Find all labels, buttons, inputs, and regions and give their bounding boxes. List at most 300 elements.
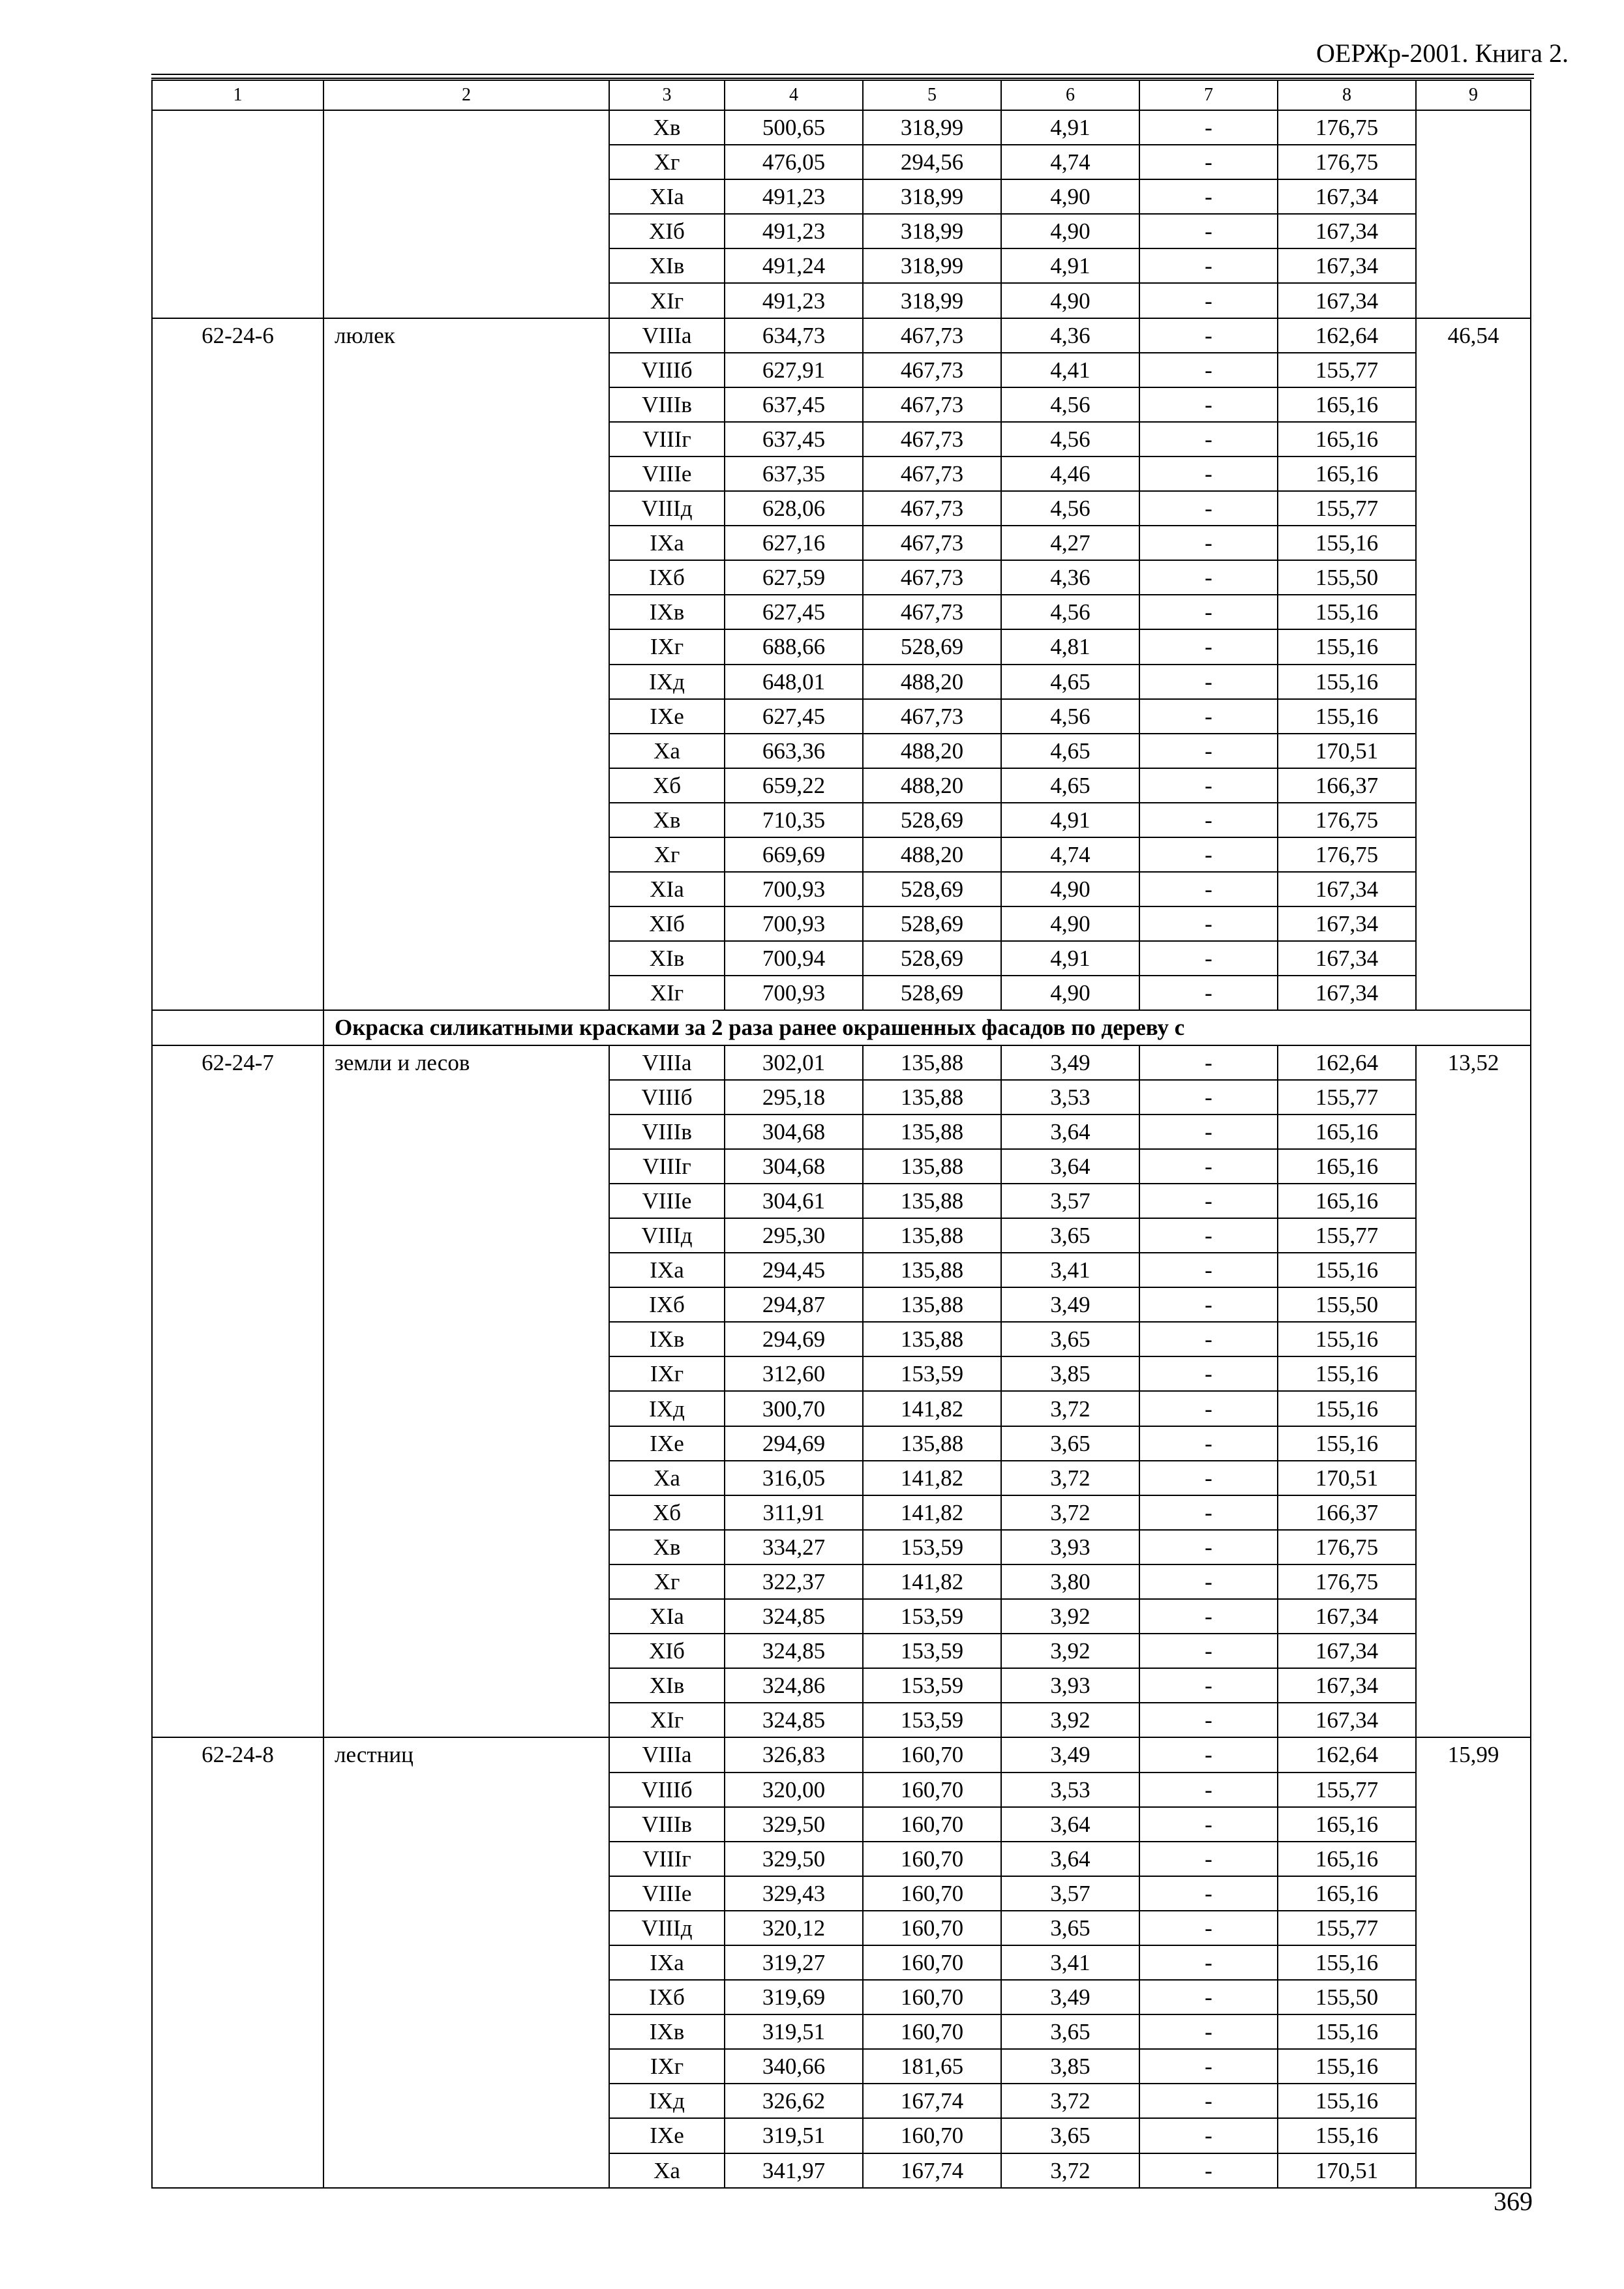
work-name: люлек [323, 318, 609, 1011]
value-cell: 528,69 [863, 629, 1001, 664]
section-title: Окраска силикатными красками за 2 раза ранее окрашенных фасадов по дереву с [323, 1010, 1531, 1045]
value-cell: 669,69 [725, 837, 863, 872]
value-cell: - [1139, 2153, 1278, 2188]
value-cell: 4,74 [1001, 837, 1139, 872]
value-cell: - [1139, 1634, 1278, 1668]
region-cell: IXб [609, 1287, 725, 1322]
value-cell: 160,70 [863, 1737, 1001, 1772]
value-cell: 3,64 [1001, 1115, 1139, 1149]
value-cell: 155,50 [1278, 1287, 1416, 1322]
column-number: 2 [323, 80, 609, 110]
value-cell: - [1139, 1911, 1278, 1945]
value-cell: - [1139, 214, 1278, 248]
name-cell [323, 110, 609, 318]
value-cell: - [1139, 1980, 1278, 2014]
value-cell: 3,64 [1001, 1149, 1139, 1184]
region-cell: IXг [609, 629, 725, 664]
value-cell: 4,36 [1001, 318, 1139, 353]
column-number: 1 [152, 80, 323, 110]
value-cell: 155,77 [1278, 1911, 1416, 1945]
region-cell: Хв [609, 803, 725, 837]
value-cell: 160,70 [863, 1842, 1001, 1876]
code-cell [152, 110, 323, 318]
column-number: 8 [1278, 80, 1416, 110]
value-cell: 710,35 [725, 803, 863, 837]
value-cell: 4,91 [1001, 248, 1139, 283]
value-cell: 295,18 [725, 1080, 863, 1115]
value-cell: 181,65 [863, 2049, 1001, 2084]
region-cell: VIIIв [609, 387, 725, 422]
value-cell: 4,91 [1001, 941, 1139, 976]
table-row [152, 1045, 1531, 1080]
value-cell: 334,27 [725, 1530, 863, 1564]
region-cell: XIв [609, 941, 725, 976]
value-cell: - [1139, 1356, 1278, 1391]
rate-code: 62-24-7 [152, 1045, 323, 1738]
value-cell: - [1139, 906, 1278, 941]
value-cell: 4,90 [1001, 179, 1139, 214]
value-cell: 153,59 [863, 1703, 1001, 1737]
value-cell: 488,20 [863, 734, 1001, 768]
value-cell: 304,68 [725, 1149, 863, 1184]
value-cell: 294,45 [725, 1253, 863, 1287]
value-cell: 3,64 [1001, 1842, 1139, 1876]
value-cell: 467,73 [863, 456, 1001, 491]
value-cell: 141,82 [863, 1461, 1001, 1495]
region-cell: XIв [609, 1668, 725, 1703]
value-cell: 488,20 [863, 837, 1001, 872]
value-cell: 155,16 [1278, 526, 1416, 560]
value-cell: 467,73 [863, 387, 1001, 422]
value-cell: - [1139, 1530, 1278, 1564]
value-cell: - [1139, 422, 1278, 456]
region-cell: IXв [609, 595, 725, 629]
value-cell: 170,51 [1278, 734, 1416, 768]
value-cell: 155,16 [1278, 2084, 1416, 2118]
value-cell: 700,93 [725, 976, 863, 1010]
region-cell: Хг [609, 837, 725, 872]
region-cell: IXг [609, 2049, 725, 2084]
table-row [152, 318, 1531, 353]
value-cell: 153,59 [863, 1356, 1001, 1391]
value-cell: 488,20 [863, 768, 1001, 803]
value-cell: 4,74 [1001, 145, 1139, 179]
value-cell: 3,80 [1001, 1564, 1139, 1599]
value-cell: 176,75 [1278, 1564, 1416, 1599]
value-cell: 4,65 [1001, 734, 1139, 768]
value-cell: 467,73 [863, 422, 1001, 456]
region-cell: VIIIб [609, 1080, 725, 1115]
value-cell: - [1139, 1945, 1278, 1980]
value-cell: - [1139, 1080, 1278, 1115]
value-cell: 135,88 [863, 1080, 1001, 1115]
value-cell: 4,56 [1001, 422, 1139, 456]
value-cell: - [1139, 1773, 1278, 1807]
value-cell: 4,56 [1001, 387, 1139, 422]
value-cell: - [1139, 1668, 1278, 1703]
value-cell: 3,53 [1001, 1773, 1139, 1807]
value-cell: 3,49 [1001, 1045, 1139, 1080]
value-cell: 167,34 [1278, 941, 1416, 976]
value-cell: 3,85 [1001, 2049, 1139, 2084]
value-cell: 155,77 [1278, 1218, 1416, 1253]
region-cell: VIIIб [609, 1773, 725, 1807]
value-cell: 153,59 [863, 1599, 1001, 1634]
value-cell: 3,64 [1001, 1807, 1139, 1842]
value-cell: 329,50 [725, 1842, 863, 1876]
value-cell: 135,88 [863, 1149, 1001, 1184]
value-cell: 700,93 [725, 872, 863, 906]
value-cell: 3,65 [1001, 2118, 1139, 2153]
value-cell: 3,41 [1001, 1945, 1139, 1980]
value-cell: 155,16 [1278, 1356, 1416, 1391]
value-cell: 659,22 [725, 768, 863, 803]
value-cell: - [1139, 595, 1278, 629]
region-cell: XIа [609, 1599, 725, 1634]
value-cell: 322,37 [725, 1564, 863, 1599]
value-cell: 167,34 [1278, 1668, 1416, 1703]
value-cell: 329,50 [725, 1807, 863, 1842]
value-cell: 4,91 [1001, 110, 1139, 145]
value-cell: 4,41 [1001, 353, 1139, 387]
region-cell: Хв [609, 110, 725, 145]
value-cell: 467,73 [863, 318, 1001, 353]
value-cell: 528,69 [863, 906, 1001, 941]
value-cell: 176,75 [1278, 145, 1416, 179]
region-cell: XIг [609, 283, 725, 318]
value-cell: 167,34 [1278, 872, 1416, 906]
value-cell: 528,69 [863, 976, 1001, 1010]
value-cell: 319,27 [725, 1945, 863, 1980]
header-rule [151, 78, 1534, 79]
value-cell: 491,23 [725, 179, 863, 214]
value-cell: - [1139, 665, 1278, 699]
value-cell: 304,61 [725, 1184, 863, 1218]
value-cell: 318,99 [863, 179, 1001, 214]
value-cell: 304,68 [725, 1115, 863, 1149]
region-cell: IXе [609, 699, 725, 734]
value-cell: 467,73 [863, 353, 1001, 387]
region-cell: IXд [609, 665, 725, 699]
value-cell: 176,75 [1278, 803, 1416, 837]
value-cell: - [1139, 1842, 1278, 1876]
value-cell: 3,57 [1001, 1876, 1139, 1911]
value-cell: 160,70 [863, 1980, 1001, 2014]
value-cell: 319,69 [725, 1980, 863, 2014]
value-cell: 302,01 [725, 1045, 863, 1080]
value-cell: 153,59 [863, 1634, 1001, 1668]
value-cell: 155,16 [1278, 595, 1416, 629]
value-cell: 4,90 [1001, 283, 1139, 318]
value-cell: 627,45 [725, 699, 863, 734]
value-cell: 4,65 [1001, 665, 1139, 699]
region-cell: IXа [609, 526, 725, 560]
region-cell: Ха [609, 1461, 725, 1495]
value-cell: 318,99 [863, 214, 1001, 248]
value-cell: 165,16 [1278, 422, 1416, 456]
value-cell: 3,65 [1001, 1911, 1139, 1945]
value-cell: 318,99 [863, 248, 1001, 283]
section-row [152, 1010, 1531, 1045]
value-cell: 637,45 [725, 422, 863, 456]
value-cell: - [1139, 1184, 1278, 1218]
value-cell: 155,16 [1278, 2118, 1416, 2153]
value-cell: 167,34 [1278, 976, 1416, 1010]
rate-code: 62-24-6 [152, 318, 323, 1011]
value-cell: 166,37 [1278, 768, 1416, 803]
region-cell: Хг [609, 1564, 725, 1599]
value-cell: 320,00 [725, 1773, 863, 1807]
region-cell: Хб [609, 768, 725, 803]
value-cell: 155,50 [1278, 1980, 1416, 2014]
value-cell: - [1139, 768, 1278, 803]
value-cell: 167,34 [1278, 906, 1416, 941]
value-cell: - [1139, 2049, 1278, 2084]
value-cell: 165,16 [1278, 1876, 1416, 1911]
value-cell: 3,72 [1001, 2084, 1139, 2118]
value-cell: - [1139, 318, 1278, 353]
value-cell: 160,70 [863, 1911, 1001, 1945]
value-cell: - [1139, 1564, 1278, 1599]
region-cell: VIIIг [609, 1149, 725, 1184]
value-cell: 467,73 [863, 699, 1001, 734]
value-cell: 165,16 [1278, 1807, 1416, 1842]
value-cell: 155,77 [1278, 353, 1416, 387]
value-cell: - [1139, 1322, 1278, 1356]
value-cell: 165,16 [1278, 1115, 1416, 1149]
value-cell: 3,65 [1001, 1322, 1139, 1356]
region-cell: XIб [609, 214, 725, 248]
column-number: 4 [725, 80, 863, 110]
table-row [152, 110, 1531, 145]
value-cell: - [1139, 699, 1278, 734]
value-cell: 688,66 [725, 629, 863, 664]
value-cell: 170,51 [1278, 1461, 1416, 1495]
value-cell: 4,90 [1001, 872, 1139, 906]
value-cell: 311,91 [725, 1495, 863, 1530]
value-cell: 167,74 [863, 2153, 1001, 2188]
column-number: 3 [609, 80, 725, 110]
col9-cell [1416, 110, 1531, 318]
region-cell: VIIIе [609, 1876, 725, 1911]
region-cell: Ха [609, 734, 725, 768]
value-cell: - [1139, 2118, 1278, 2153]
value-cell: - [1139, 976, 1278, 1010]
value-cell: 4,36 [1001, 560, 1139, 595]
value-cell: - [1139, 1391, 1278, 1426]
value-cell: - [1139, 248, 1278, 283]
value-cell: 4,81 [1001, 629, 1139, 664]
region-cell: VIIIа [609, 1737, 725, 1772]
value-cell: 4,56 [1001, 491, 1139, 526]
value-cell: 155,16 [1278, 1426, 1416, 1461]
region-cell: XIв [609, 248, 725, 283]
value-cell: 153,59 [863, 1668, 1001, 1703]
region-cell: IXа [609, 1253, 725, 1287]
rate-code: 62-24-8 [152, 1737, 323, 2187]
value-cell: 627,91 [725, 353, 863, 387]
value-cell: 167,34 [1278, 1703, 1416, 1737]
value-cell: - [1139, 2084, 1278, 2118]
region-cell: VIIIд [609, 491, 725, 526]
value-cell: 294,56 [863, 145, 1001, 179]
value-cell: 167,34 [1278, 1599, 1416, 1634]
region-cell: XIа [609, 179, 725, 214]
value-cell: 155,50 [1278, 560, 1416, 595]
value-cell: - [1139, 179, 1278, 214]
region-cell: IXв [609, 2014, 725, 2049]
value-cell: 155,16 [1278, 2014, 1416, 2049]
value-cell: 141,82 [863, 1495, 1001, 1530]
value-cell: 4,56 [1001, 595, 1139, 629]
value-cell: 316,05 [725, 1461, 863, 1495]
work-name: лестниц [323, 1737, 609, 2187]
value-cell: 3,72 [1001, 1495, 1139, 1530]
value-cell: - [1139, 1599, 1278, 1634]
region-cell: IXа [609, 1945, 725, 1980]
value-cell: 176,75 [1278, 1530, 1416, 1564]
value-cell: 319,51 [725, 2118, 863, 2153]
section-spacer [152, 1010, 323, 1045]
value-cell: 4,65 [1001, 768, 1139, 803]
col9-value: 13,52 [1416, 1045, 1531, 1738]
value-cell: - [1139, 1115, 1278, 1149]
value-cell: 3,49 [1001, 1287, 1139, 1322]
value-cell: 4,56 [1001, 699, 1139, 734]
value-cell: 135,88 [863, 1426, 1001, 1461]
value-cell: 467,73 [863, 595, 1001, 629]
value-cell: 326,83 [725, 1737, 863, 1772]
value-cell: - [1139, 353, 1278, 387]
value-cell: 663,36 [725, 734, 863, 768]
region-cell: VIIIа [609, 318, 725, 353]
value-cell: 341,97 [725, 2153, 863, 2188]
value-cell: 700,94 [725, 941, 863, 976]
region-cell: VIIIг [609, 1842, 725, 1876]
value-cell: - [1139, 110, 1278, 145]
region-cell: Ха [609, 2153, 725, 2188]
value-cell: - [1139, 560, 1278, 595]
value-cell: 312,60 [725, 1356, 863, 1391]
value-cell: 3,41 [1001, 1253, 1139, 1287]
rates-table [151, 80, 1531, 2189]
value-cell: - [1139, 1287, 1278, 1322]
value-cell: 141,82 [863, 1391, 1001, 1426]
value-cell: - [1139, 1149, 1278, 1184]
value-cell: 294,69 [725, 1322, 863, 1356]
value-cell: 528,69 [863, 803, 1001, 837]
table-body [152, 80, 1531, 2188]
region-cell: XIг [609, 1703, 725, 1737]
value-cell: 3,49 [1001, 1980, 1139, 2014]
header-rule [151, 74, 1534, 75]
value-cell: 476,05 [725, 145, 863, 179]
value-cell: - [1139, 734, 1278, 768]
value-cell: 627,45 [725, 595, 863, 629]
value-cell: 165,16 [1278, 456, 1416, 491]
value-cell: 167,34 [1278, 1634, 1416, 1668]
value-cell: 135,88 [863, 1253, 1001, 1287]
value-cell: 160,70 [863, 1876, 1001, 1911]
value-cell: 491,24 [725, 248, 863, 283]
col9-value: 46,54 [1416, 318, 1531, 1011]
region-cell: IXе [609, 1426, 725, 1461]
value-cell: 488,20 [863, 665, 1001, 699]
value-cell: 165,16 [1278, 387, 1416, 422]
column-number: 9 [1416, 80, 1531, 110]
value-cell: - [1139, 283, 1278, 318]
value-cell: 162,64 [1278, 1045, 1416, 1080]
value-cell: 167,34 [1278, 248, 1416, 283]
value-cell: 300,70 [725, 1391, 863, 1426]
value-cell: 160,70 [863, 1773, 1001, 1807]
value-cell: 329,43 [725, 1876, 863, 1911]
value-cell: 162,64 [1278, 1737, 1416, 1772]
value-cell: 528,69 [863, 941, 1001, 976]
value-cell: 160,70 [863, 2118, 1001, 2153]
value-cell: - [1139, 872, 1278, 906]
value-cell: 160,70 [863, 1807, 1001, 1842]
region-cell: IXб [609, 560, 725, 595]
value-cell: 160,70 [863, 1945, 1001, 1980]
value-cell: 634,73 [725, 318, 863, 353]
region-cell: Хб [609, 1495, 725, 1530]
value-cell: 319,51 [725, 2014, 863, 2049]
value-cell: 324,85 [725, 1634, 863, 1668]
value-cell: 294,87 [725, 1287, 863, 1322]
region-cell: VIIIа [609, 1045, 725, 1080]
value-cell: - [1139, 1737, 1278, 1772]
value-cell: 155,77 [1278, 1080, 1416, 1115]
value-cell: 3,65 [1001, 2014, 1139, 2049]
value-cell: 4,27 [1001, 526, 1139, 560]
value-cell: 167,34 [1278, 214, 1416, 248]
region-cell: IXе [609, 2118, 725, 2153]
value-cell: - [1139, 1495, 1278, 1530]
value-cell: 528,69 [863, 872, 1001, 906]
value-cell: - [1139, 491, 1278, 526]
value-cell: 318,99 [863, 283, 1001, 318]
value-cell: 155,16 [1278, 1945, 1416, 1980]
region-cell: IXг [609, 1356, 725, 1391]
value-cell: 324,86 [725, 1668, 863, 1703]
value-cell: 326,62 [725, 2084, 863, 2118]
region-cell: Хг [609, 145, 725, 179]
column-number: 6 [1001, 80, 1139, 110]
region-cell: VIIIб [609, 353, 725, 387]
value-cell: 627,59 [725, 560, 863, 595]
value-cell: - [1139, 1461, 1278, 1495]
value-cell: - [1139, 1218, 1278, 1253]
value-cell: 700,93 [725, 906, 863, 941]
value-cell: 165,16 [1278, 1842, 1416, 1876]
region-cell: Хв [609, 1530, 725, 1564]
value-cell: 4,90 [1001, 214, 1139, 248]
value-cell: 3,53 [1001, 1080, 1139, 1115]
value-cell: 3,92 [1001, 1703, 1139, 1737]
value-cell: - [1139, 456, 1278, 491]
value-cell: - [1139, 837, 1278, 872]
value-cell: 155,16 [1278, 2049, 1416, 2084]
value-cell: 627,16 [725, 526, 863, 560]
value-cell: 135,88 [863, 1287, 1001, 1322]
value-cell: 165,16 [1278, 1184, 1416, 1218]
value-cell: 3,65 [1001, 1218, 1139, 1253]
value-cell: 3,57 [1001, 1184, 1139, 1218]
value-cell: 628,06 [725, 491, 863, 526]
value-cell: 135,88 [863, 1322, 1001, 1356]
value-cell: 340,66 [725, 2049, 863, 2084]
